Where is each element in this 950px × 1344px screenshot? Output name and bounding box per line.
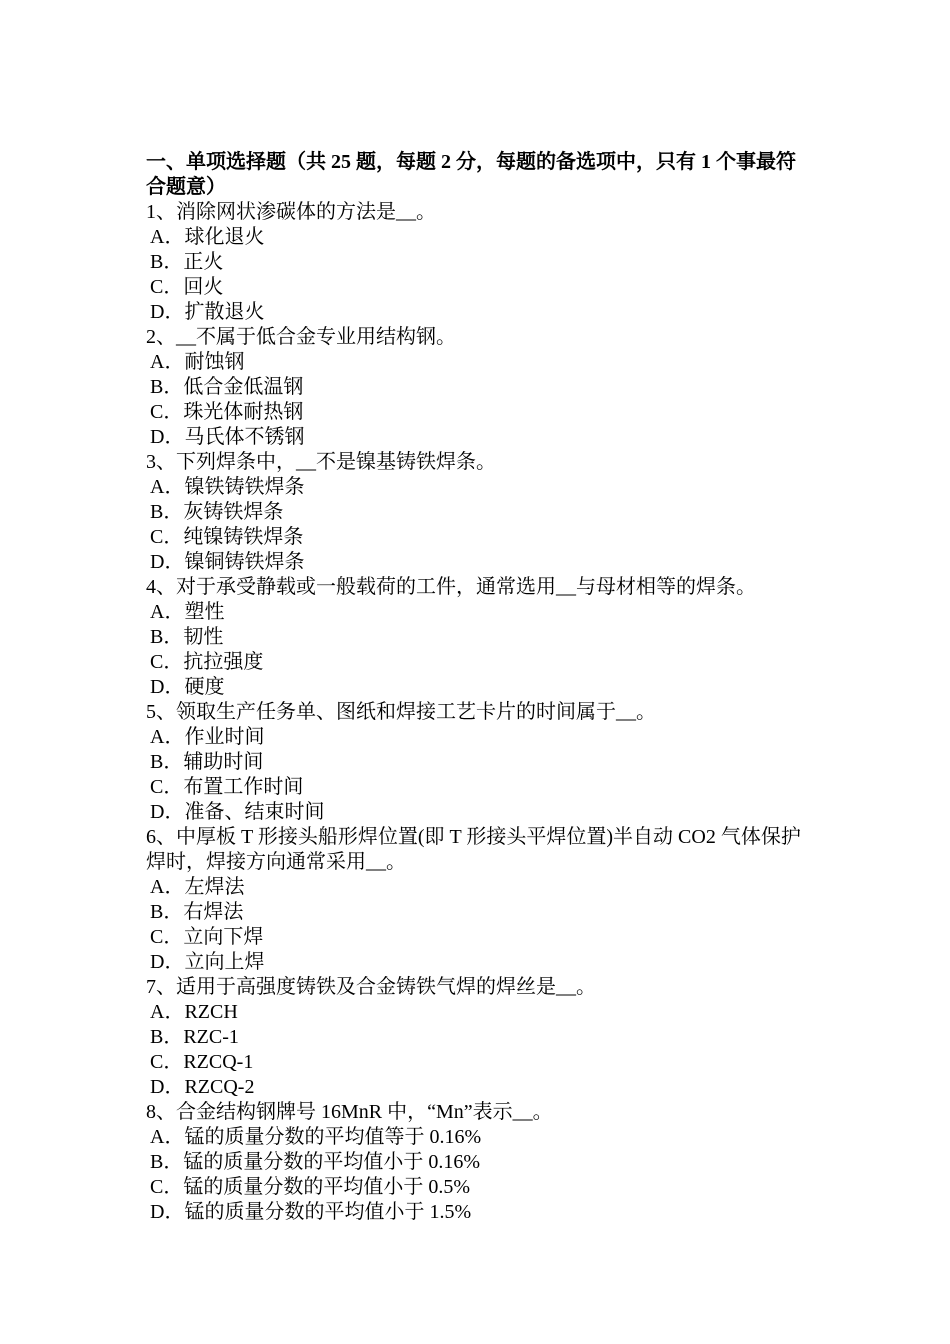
- option-c: [146, 400, 814, 425]
- option-b: [146, 625, 814, 650]
- option-d: [146, 675, 814, 700]
- option-letter: C．: [150, 776, 184, 798]
- option-d: [146, 425, 814, 450]
- option-a: [146, 725, 814, 750]
- section-title: 一、单项选择题（共 25 题，每题 2 分，每题的备选项中，只有 1 个事最符合题意）: [146, 151, 796, 198]
- question-7: [146, 975, 814, 1100]
- option-letter: C．: [150, 651, 184, 673]
- option-letter: C．: [150, 526, 184, 548]
- option-b: [146, 500, 814, 525]
- question-stem: 2、__不属于低合金专业用结构钢。: [146, 326, 456, 348]
- option-c: [146, 1050, 814, 1075]
- option-text: RZCH: [184, 1001, 238, 1023]
- option-letter: D．: [150, 951, 185, 973]
- option-text: RZCQ-2: [184, 1076, 255, 1098]
- option-b: [146, 900, 814, 925]
- question-6: [146, 825, 814, 975]
- option-text: 锰的质量分数的平均值等于 0.16%: [184, 1126, 482, 1148]
- option-text: 灰铸铁焊条: [183, 501, 284, 523]
- option-text: 马氏体不锈钢: [184, 426, 305, 448]
- option-d: [146, 800, 814, 825]
- option-letter: A．: [150, 351, 185, 373]
- option-letter: D．: [150, 551, 185, 573]
- question-stem: 3、下列焊条中，__不是镍基铸铁焊条。: [146, 451, 496, 473]
- option-letter: B．: [150, 501, 184, 523]
- option-text: 低合金低温钢: [183, 376, 304, 398]
- option-letter: D．: [150, 1201, 185, 1223]
- option-d: [146, 1075, 814, 1100]
- question-4: [146, 575, 814, 700]
- option-text: RZC-1: [183, 1026, 239, 1048]
- option-text: 回火: [183, 276, 224, 298]
- option-letter: A．: [150, 601, 185, 623]
- option-letter: B．: [150, 901, 184, 923]
- option-letter: D．: [150, 301, 185, 323]
- option-text: 镍铜铸铁焊条: [184, 551, 305, 573]
- option-letter: A．: [150, 726, 185, 748]
- option-b: [146, 1025, 814, 1050]
- option-letter: B．: [150, 1151, 184, 1173]
- option-text: 锰的质量分数的平均值小于 0.5%: [183, 1176, 471, 1198]
- option-b: [146, 375, 814, 400]
- question-stem: 7、适用于高强度铸铁及合金铸铁气焊的焊丝是__。: [146, 976, 596, 998]
- option-text: 扩散退火: [184, 301, 265, 323]
- option-letter: B．: [150, 376, 184, 398]
- option-a: [146, 1000, 814, 1025]
- option-text: 立向上焊: [184, 951, 265, 973]
- option-text: 韧性: [183, 626, 224, 648]
- option-letter: B．: [150, 1026, 184, 1048]
- option-text: 耐蚀钢: [184, 351, 245, 373]
- option-c: [146, 275, 814, 300]
- option-a: [146, 1125, 814, 1150]
- document-page: [146, 150, 814, 1225]
- option-letter: C．: [150, 401, 184, 423]
- option-b: [146, 750, 814, 775]
- option-letter: C．: [150, 926, 184, 948]
- option-d: [146, 950, 814, 975]
- question-stem: 5、领取生产任务单、图纸和焊接工艺卡片的时间属于__。: [146, 701, 656, 723]
- option-text: 准备、结束时间: [184, 801, 325, 823]
- option-b: [146, 1150, 814, 1175]
- question-stem: 6、中厚板 T 形接头船形焊位置(即 T 形接头平焊位置)半自动 CO2 气体保护焊时，焊接方向通常采用__。: [146, 826, 801, 873]
- question-stem: 8、合金结构钢牌号 16MnR 中，“Mn”表示__。: [146, 1101, 553, 1123]
- question-5: [146, 700, 814, 825]
- option-text: 作业时间: [184, 726, 265, 748]
- option-letter: D．: [150, 801, 185, 823]
- option-letter: A．: [150, 876, 185, 898]
- option-b: [146, 250, 814, 275]
- option-c: [146, 925, 814, 950]
- option-c: [146, 650, 814, 675]
- option-text: 右焊法: [183, 901, 244, 923]
- option-letter: B．: [150, 626, 184, 648]
- question-2: [146, 325, 814, 450]
- option-letter: C．: [150, 1051, 184, 1073]
- option-d: [146, 300, 814, 325]
- option-letter: A．: [150, 226, 185, 248]
- option-text: 锰的质量分数的平均值小于 0.16%: [183, 1151, 481, 1173]
- option-a: [146, 350, 814, 375]
- option-text: 抗拉强度: [183, 651, 264, 673]
- option-a: [146, 225, 814, 250]
- option-letter: C．: [150, 1176, 184, 1198]
- option-text: 镍铁铸铁焊条: [184, 476, 305, 498]
- question-3: [146, 450, 814, 575]
- option-text: 左焊法: [184, 876, 245, 898]
- option-text: 塑性: [184, 601, 225, 623]
- option-letter: B．: [150, 251, 184, 273]
- option-c: [146, 525, 814, 550]
- option-text: 纯镍铸铁焊条: [183, 526, 304, 548]
- question-1: [146, 200, 814, 325]
- option-a: [146, 875, 814, 900]
- option-text: 辅助时间: [183, 751, 264, 773]
- option-text: 珠光体耐热钢: [183, 401, 304, 423]
- option-text: 正火: [183, 251, 224, 273]
- option-text: RZCQ-1: [183, 1051, 254, 1073]
- question-8: [146, 1100, 814, 1225]
- option-letter: D．: [150, 426, 185, 448]
- option-letter: C．: [150, 276, 184, 298]
- question-stem: 1、消除网状渗碳体的方法是__。: [146, 201, 436, 223]
- option-letter: A．: [150, 1001, 185, 1023]
- option-text: 锰的质量分数的平均值小于 1.5%: [184, 1201, 472, 1223]
- option-text: 立向下焊: [183, 926, 264, 948]
- option-letter: B．: [150, 751, 184, 773]
- option-text: 硬度: [184, 676, 225, 698]
- option-letter: A．: [150, 1126, 185, 1148]
- option-a: [146, 600, 814, 625]
- option-a: [146, 475, 814, 500]
- option-d: [146, 550, 814, 575]
- option-text: 布置工作时间: [183, 776, 304, 798]
- option-c: [146, 775, 814, 800]
- option-letter: D．: [150, 676, 185, 698]
- option-text: 球化退火: [184, 226, 265, 248]
- option-d: [146, 1200, 814, 1225]
- option-c: [146, 1175, 814, 1200]
- option-letter: D．: [150, 1076, 185, 1098]
- option-letter: A．: [150, 476, 185, 498]
- question-stem: 4、对于承受静载或一般载荷的工件，通常选用__与母材相等的焊条。: [146, 576, 756, 598]
- question-list: [146, 200, 814, 1225]
